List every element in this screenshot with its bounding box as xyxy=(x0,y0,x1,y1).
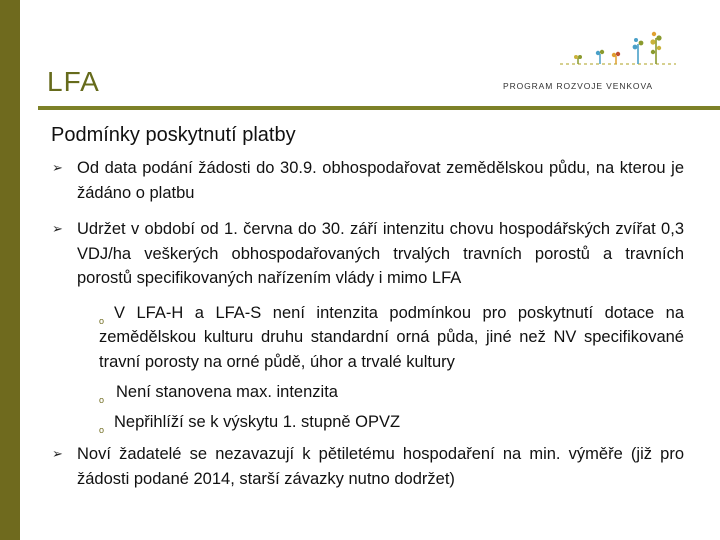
list-item-text: Noví žadatelé se nezavazují k pětiletému hospodaření na min. výměře (již pro žádosti podané 2014, starší závazky nutno dodržet) xyxy=(77,445,684,488)
sub-item-text: Není stanovena max. intenzita xyxy=(116,383,338,401)
sidebar-accent-bar xyxy=(0,0,20,540)
arrow-bullet-icon: ➢ xyxy=(52,160,63,175)
circle-bullet-icon: o xyxy=(99,424,105,435)
arrow-bullet-icon: ➢ xyxy=(52,221,63,236)
program-logo xyxy=(500,30,680,94)
sub-item-text: Nepřihlíží se k výskytu 1. stupně OPVZ xyxy=(114,412,401,431)
circle-bullet-icon: o xyxy=(99,315,105,326)
title-underline xyxy=(38,106,720,110)
section-heading: Podmínky poskytnutí platby xyxy=(51,124,296,146)
list-item xyxy=(52,442,684,491)
circle-bullet-icon: o xyxy=(99,395,105,405)
logo-text: PROGRAM ROZVOJE VENKOVA xyxy=(503,81,653,91)
slide-title: LFA xyxy=(47,66,100,97)
list-item xyxy=(52,217,684,291)
list-item xyxy=(52,156,684,205)
list-item-text: Od data podání žádosti do 30.9. obhospodařovat zemědělskou půdu, na kterou je žádáno o platbu xyxy=(77,159,684,202)
bullet-list xyxy=(52,156,684,491)
arrow-bullet-icon: ➢ xyxy=(52,446,63,461)
sub-list-item xyxy=(52,410,684,435)
sprout-logo-icon xyxy=(558,30,678,78)
list-item-text: Udržet v období od 1. června do 30. září intenzitu chovu hospodářských zvířat 0,3 VDJ/ha veškerých obhospodařovaných trvalých travních porostů a travních porostů specifikovaných nařízením vlády i mimo LFA xyxy=(77,220,684,287)
sub-item-text: V LFA-H a LFA-S není intenzita podmínkou pro poskytnutí dotace na zemědělskou kulturu druhu standardní orná půda, jiné než NV specifikované travní porosty na orné půdě, úhor a trvalé kultury xyxy=(99,303,684,371)
sub-list-item xyxy=(52,301,684,375)
sub-list-item xyxy=(52,380,684,405)
